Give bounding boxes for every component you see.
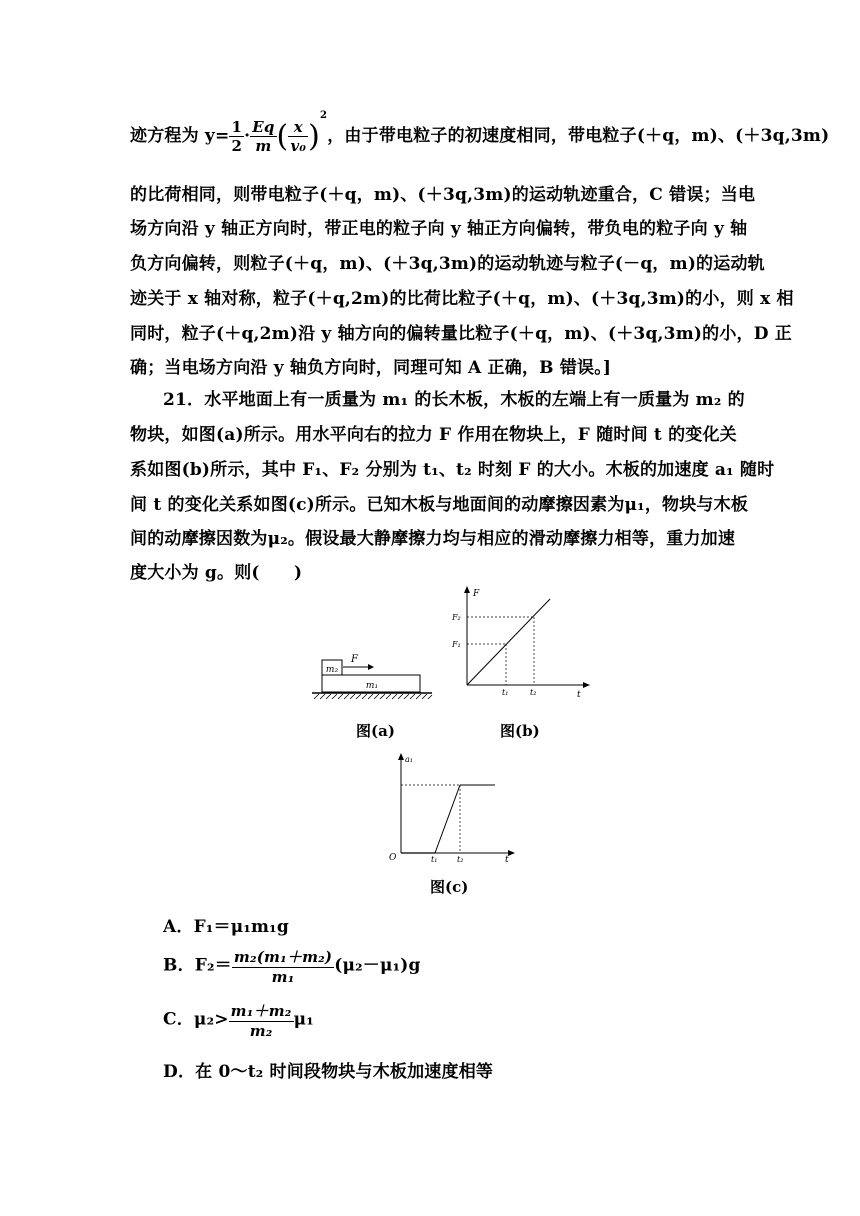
block-m1-label: m₁: [365, 681, 379, 691]
c-origin-label: O: [389, 853, 397, 863]
b-F1-label: F₁: [452, 640, 461, 649]
b-t1-label: t₁: [502, 688, 509, 697]
figure-b: [445, 585, 590, 700]
force-arrowhead: [368, 664, 374, 670]
figure-b-caption: 图(b): [500, 722, 540, 740]
line1-suffix: ，由于带电粒子的初速度相同，带电粒子(＋q，m)、(＋3q,3m): [327, 126, 830, 146]
c-t1-label: t₁: [431, 855, 438, 864]
figure-c-caption: 图(c): [430, 878, 469, 896]
c-x-label: t: [505, 855, 509, 865]
b-x-label: t: [577, 690, 581, 700]
solution-line-6: 同时，粒子(＋q,2m)沿 y 轴方向的偏转量比粒子(＋q，m)、(＋3q,3m)的小，D 正: [130, 324, 792, 344]
question-line-5: 间的动摩擦因数为μ₂。假设最大静摩擦力均与相应的滑动摩擦力相等，重力加速: [130, 529, 736, 549]
solution-line-3: 场方向沿 y 轴正方向时，带正电的粒子向 y 轴正方向偏转，带负电的粒子向 y 轴: [130, 219, 748, 239]
option-b: B．F₂＝ $\frac{\text{m₂(m₁＋m₂)}}{\text{m₁}}$ (μ₂－μ₁)g: [163, 948, 421, 986]
figure-a: [310, 645, 435, 705]
c-t2-label: t₂: [457, 855, 464, 864]
c-y-label: a₁: [405, 755, 413, 764]
option-a: A．F₁＝μ₁m₁g: [163, 917, 289, 937]
option-c-fraction: $\frac{\text{m₁＋m₂}}{\text{m₂}}$: [230, 1002, 292, 1040]
solution-line-1: 迹方程为 y= $\frac{1}{2}$ · $\frac{Eq}{m}$ ( $\frac{x}{\text{v₀}}$ )$^2$，由于带电粒子的初速度相同，带电粒子(＋q，m)、(＋3q,3m): [130, 110, 830, 155]
fraction-half: $\frac{1}{2}$: [231, 118, 243, 155]
question-line-1: 21．水平地面上有一质量为 m₁ 的长木板，木板的左端上有一质量为 m₂ 的: [163, 390, 745, 410]
ground-hatching: [314, 694, 432, 699]
b-F2-label: F₂: [452, 613, 461, 622]
figure-a-caption: 图(a): [356, 722, 395, 740]
b-y-label: F: [473, 589, 480, 599]
solution-line-7: 确；当电场方向沿 y 轴负方向时，同理可知 A 正确，B 错误。]: [130, 358, 612, 378]
solution-line-5: 迹关于 x 轴对称，粒子(＋q,2m)的比荷比粒子(＋q，m)、(＋3q,3m)的小，则 x 相: [130, 289, 794, 309]
b-t2-label: t₂: [530, 688, 537, 697]
c-a-ramp: [435, 785, 460, 853]
question-line-2: 物块，如图(a)所示。用水平向右的拉力 F 作用在物块上，F 随时间 t 的变化关: [130, 425, 737, 445]
figure-c: [385, 750, 515, 865]
option-b-fraction: $\frac{\text{m₂(m₁＋m₂)}}{\text{m₁}}$: [233, 948, 333, 986]
solution-line-2: 的比荷相同，则带电粒子(＋q，m)、(＋3q,3m)的运动轨迹重合，C 错误；当电: [130, 185, 756, 205]
option-c: C．μ₂> $\frac{\text{m₁＋m₂}}{\text{m₂}}$ μ₁: [163, 1002, 314, 1040]
force-label: F: [351, 654, 358, 665]
question-line-4: 间 t 的变化关系如图(c)所示。已知木板与地面间的动摩擦因素为μ₁，物块与木板: [130, 495, 749, 515]
fraction-eq-m: $\frac{Eq}{m}$: [252, 118, 275, 155]
fraction-x-v0: $\frac{x}{\text{v₀}}$: [290, 118, 307, 155]
b-F-line: [467, 599, 550, 685]
question-line-3: 系如图(b)所示，其中 F₁、F₂ 分别为 t₁、t₂ 时刻 F 的大小。木板的加速度 a₁ 随时: [130, 460, 775, 480]
block-m2-label: m₂: [325, 665, 339, 675]
solution-line-4: 负方向偏转，则粒子(＋q，m)、(＋3q,3m)的运动轨迹与粒子(－q，m)的运动轨: [130, 254, 765, 274]
question-line-6: 度大小为 g。则( ): [130, 563, 303, 583]
option-d: D．在 0～t₂ 时间段物块与木板加速度相等: [163, 1062, 494, 1082]
line1-prefix: 迹方程为 y=: [130, 126, 230, 146]
exponent: 2: [320, 110, 328, 122]
